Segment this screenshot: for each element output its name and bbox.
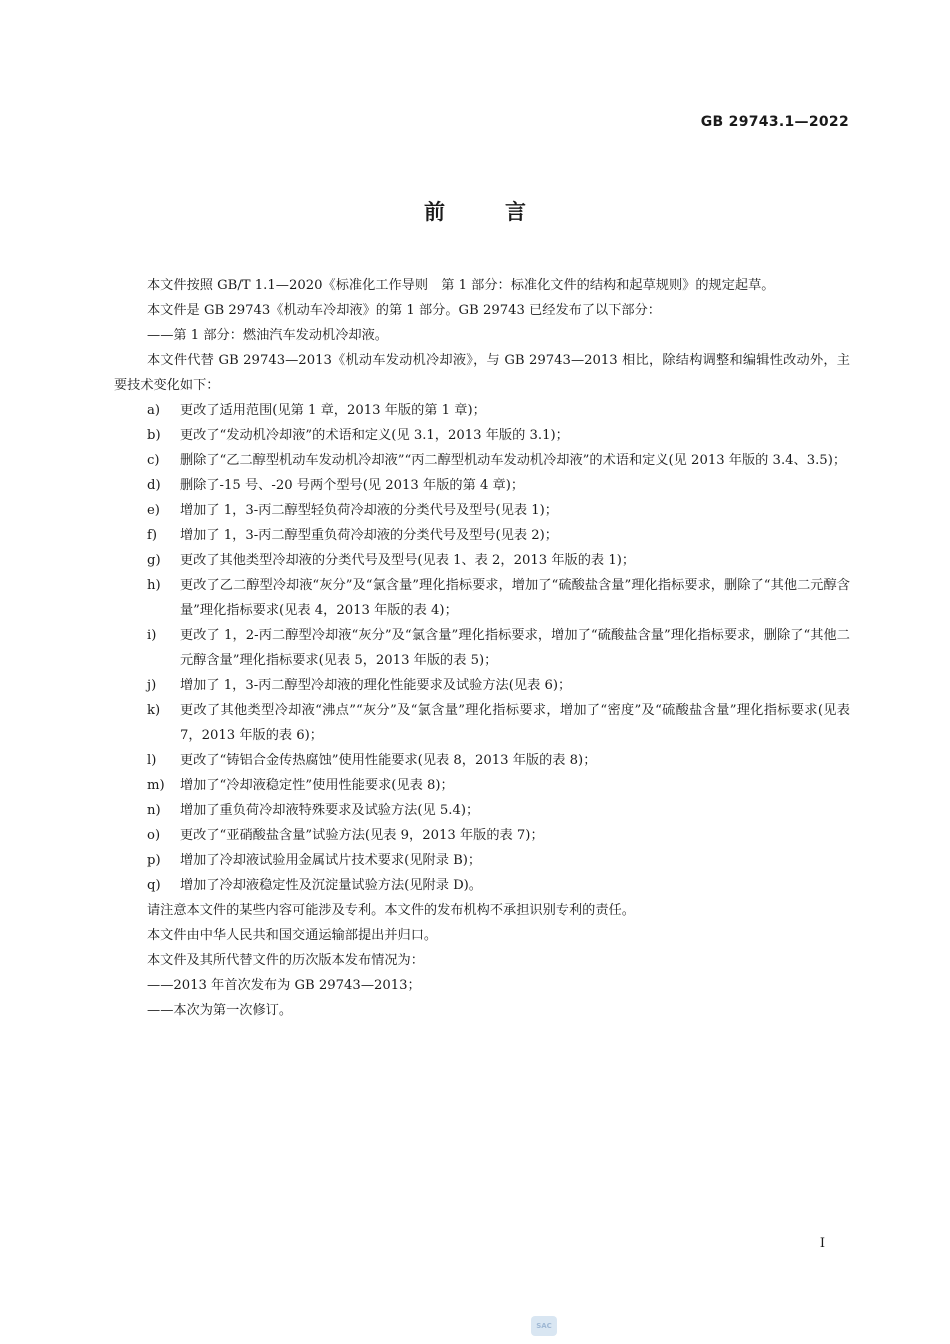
list-item-text: 增加了“冷却液稳定性”使用性能要求(见表 8)； [180, 778, 454, 793]
list-item-label: g) [147, 553, 161, 568]
list-item-text: 删除了“乙二醇型机动车发动机冷却液”“丙二醇型机动车发动机冷却液”的术语和定义(见 2013 年版的 3.4、3.5)； [180, 453, 847, 468]
list-item [114, 673, 850, 698]
list-item-text: 更改了“铸铝合金传热腐蚀”使用性能要求(见表 8，2013 年版的表 8)； [180, 753, 597, 768]
list-item-label: f) [147, 528, 158, 543]
list-item-label: q) [147, 878, 161, 893]
paragraph-version-history: 本文件及其所代替文件的历次版本发布情况为： [147, 953, 424, 968]
list-item-text: 增加了 1，3-丙二醇型重负荷冷却液的分类代号及型号(见表 2)； [180, 528, 558, 543]
list-item-label: p) [147, 853, 161, 868]
list-item-text: 增加了冷却液试验用金属试片技术要求(见附录 B)； [180, 853, 482, 868]
list-item [114, 623, 850, 673]
document-body [114, 273, 850, 1023]
list-item [114, 448, 850, 473]
list-item-text: 更改了适用范围(见第 1 章，2013 年版的第 1 章)； [180, 403, 486, 418]
list-item [114, 498, 850, 523]
paragraph-patent-notice: 请注意本文件的某些内容可能涉及专利。本文件的发布机构不承担识别专利的责任。 [147, 903, 635, 918]
list-item-label: b) [147, 428, 161, 443]
list-item-text: 更改了“发动机冷却液”的术语和定义(见 3.1，2013 年版的 3.1)； [180, 428, 569, 443]
list-item [114, 548, 850, 573]
page-number: I [819, 1236, 825, 1251]
list-item-text: 删除了-15 号、-20 号两个型号(见 2013 年版的第 4 章)； [180, 478, 525, 493]
list-item-text: 增加了重负荷冷却液特殊要求及试验方法(见 5.4)； [180, 803, 480, 818]
list-item-label: d) [147, 478, 161, 493]
list-item [114, 573, 850, 623]
paragraph-history-item: ——2013 年首次发布为 GB 29743—2013； [147, 978, 421, 993]
list-item-label: n) [147, 803, 161, 818]
paragraph-drafting-rules: 本文件按照 GB/T 1.1—2020《标准化工作导则 第 1 部分：标准化文件的结构和起草规则》的规定起草。 [147, 278, 775, 293]
sac-logo-icon: SAC [531, 1316, 557, 1336]
paragraph-proposer: 本文件由中华人民共和国交通运输部提出并归口。 [147, 928, 438, 943]
list-item-label: e) [147, 503, 160, 518]
paragraph-replacement: 本文件代替 GB 29743—2013《机动车发动机冷却液》，与 GB 29743—2013 相比，除结构调整和编辑性改动外，主要技术变化如下： [114, 353, 850, 393]
list-item-label: m) [147, 778, 165, 793]
paragraph-part-info: 本文件是 GB 29743《机动车冷却液》的第 1 部分。GB 29743 已经发布了以下部分： [147, 303, 661, 318]
list-item-label: c) [147, 453, 160, 468]
list-item [114, 873, 850, 898]
list-item-label: l) [147, 753, 157, 768]
page-title: 前言 [424, 200, 586, 224]
list-item-label: k) [147, 703, 161, 718]
list-item [114, 773, 850, 798]
list-item-label: j) [147, 678, 157, 693]
list-item-label: o) [147, 828, 161, 843]
list-item [114, 798, 850, 823]
paragraph-history-item: ——本次为第一次修订。 [147, 1003, 293, 1018]
list-item-text: 更改了乙二醇型冷却液“灰分”及“氯含量”理化指标要求，增加了“硫酸盐含量”理化指标要求，删除了“其他二元醇含量”理化指标要求(见表 4，2013 年版的表 4)； [180, 578, 850, 618]
list-item-text: 增加了冷却液稳定性及沉淀量试验方法(见附录 D)。 [180, 878, 482, 893]
list-item [114, 848, 850, 873]
list-item [114, 823, 850, 848]
list-item-text: 增加了 1，3-丙二醇型轻负荷冷却液的分类代号及型号(见表 1)； [180, 503, 558, 518]
list-item-text: 更改了其他类型冷却液“沸点”“灰分”及“氯含量”理化指标要求，增加了“密度”及“硫酸盐含量”理化指标要求(见表 7，2013 年版的表 6)； [180, 703, 850, 743]
list-item-text: 更改了其他类型冷却液的分类代号及型号(见表 1、表 2，2013 年版的表 1)； [180, 553, 636, 568]
list-item [114, 748, 850, 773]
list-item-label: h) [147, 578, 161, 593]
list-item-text: 增加了 1，3-丙二醇型冷却液的理化性能要求及试验方法(见表 6)； [180, 678, 572, 693]
list-item-text: 更改了 1，2-丙二醇型冷却液“灰分”及“氯含量”理化指标要求，增加了“硫酸盐含量”理化指标要求，删除了“其他二元醇含量”理化指标要求(见表 5，2013 年版的表 5)； [180, 628, 850, 668]
paragraph-part-list-item: ——第 1 部分：燃油汽车发动机冷却液。 [147, 328, 388, 343]
list-item-label: a) [147, 403, 161, 418]
list-item [114, 523, 850, 548]
list-item [114, 423, 850, 448]
list-item [114, 398, 850, 423]
list-item-label: i) [147, 628, 157, 643]
list-item [114, 698, 850, 748]
list-item [114, 473, 850, 498]
standard-number: GB 29743.1—2022 [700, 114, 849, 130]
change-list [114, 398, 850, 898]
list-item-text: 更改了“亚硝酸盐含量”试验方法(见表 9，2013 年版的表 7)； [180, 828, 544, 843]
